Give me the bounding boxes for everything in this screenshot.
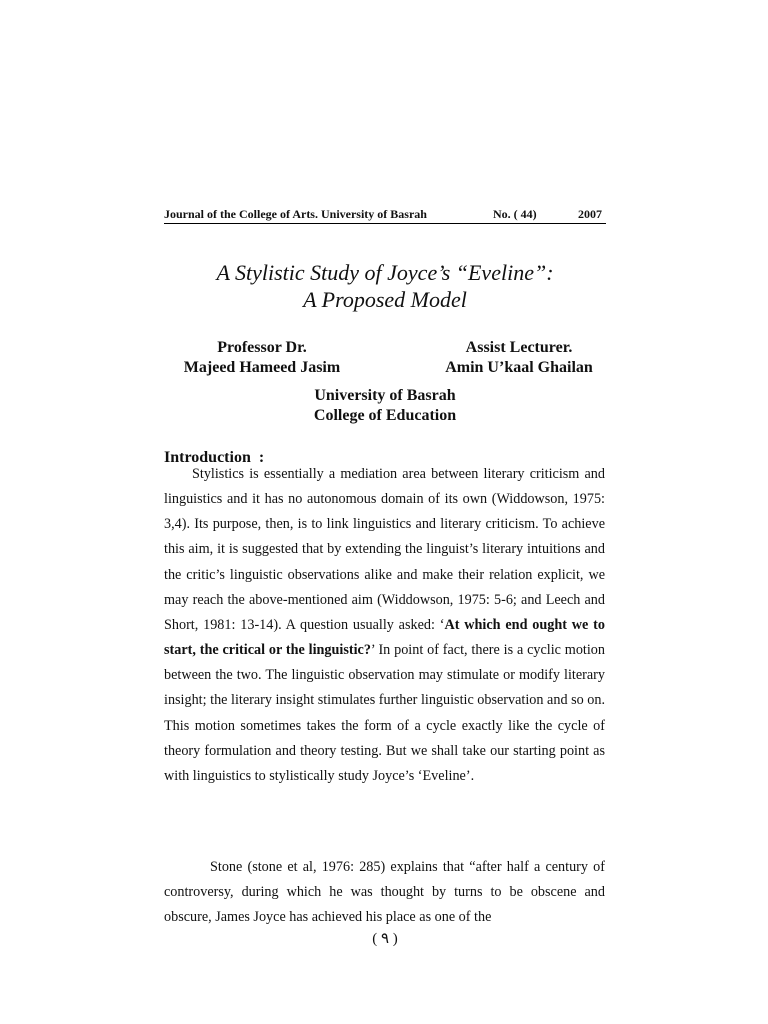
section-heading-introduction: Introduction : — [164, 449, 265, 466]
paragraph-1-bold-question: At which end ought we to start, the critical or the linguistic? — [164, 616, 605, 659]
author-1 — [165, 338, 359, 378]
page-number: ( ٩ ) — [372, 931, 398, 947]
author-2 — [422, 338, 616, 378]
journal-name: Journal of the College of Arts. University of Basrah — [164, 207, 427, 221]
publication-year: 2007 — [578, 207, 602, 221]
title-line-1: A Stylistic Study of Joyce’s “Eveline”: — [216, 260, 554, 285]
paragraph-1 — [164, 462, 605, 789]
affiliation-college: College of Education — [313, 407, 457, 424]
issue-number: No. ( 44) — [493, 207, 537, 221]
title-line-2: A Proposed Model — [303, 287, 467, 312]
affiliation-university: University of Basrah — [314, 387, 456, 404]
author-1-title: Professor Dr. — [217, 339, 307, 356]
paragraph-1-text-end: ’ In point of fact, there is a cyclic motion between the two. The linguistic observation may stimulate or modify literary insight; the literary insight stimulates further linguistic observation and so on. This motion sometimes takes the form of a cycle exactly like the cycle of theory formulation and theory testing. But we shall take our starting point as with linguistics to stylistically study Joyce’s ‘Eveline’. — [164, 642, 605, 784]
author-2-title: Assist Lecturer. — [465, 339, 573, 356]
author-1-name: Majeed Hameed Jasim — [183, 359, 341, 376]
paper-title — [164, 259, 606, 313]
paragraph-2: Stone (stone et al, 1976: 285) explains that “after half a century of controversy, during which he was thought by turns to be obscene and obscure, James Joyce has achieved his place as one of the — [164, 859, 605, 926]
running-header — [164, 207, 606, 224]
affiliation — [164, 386, 606, 426]
paragraph-1-text-start: Stylistics is essentially a mediation area between literary criticism and linguistics and it has no autonomous domain of its own (Widdowson, 1975: 3,4). Its purpose, then, is to link linguistics and literary criticism. To achieve this aim, it is suggested that by extending the linguist’s literary intuitions and the critic’s linguistic observations alike and make their relation explicit, we may reach the above-mentioned aim (Widdowson, 1975: 5-6; and Leech and Short, 1981: 13-14). A question usually asked: ‘ — [164, 466, 605, 633]
author-2-name: Amin U’kaal Ghailan — [445, 359, 593, 376]
